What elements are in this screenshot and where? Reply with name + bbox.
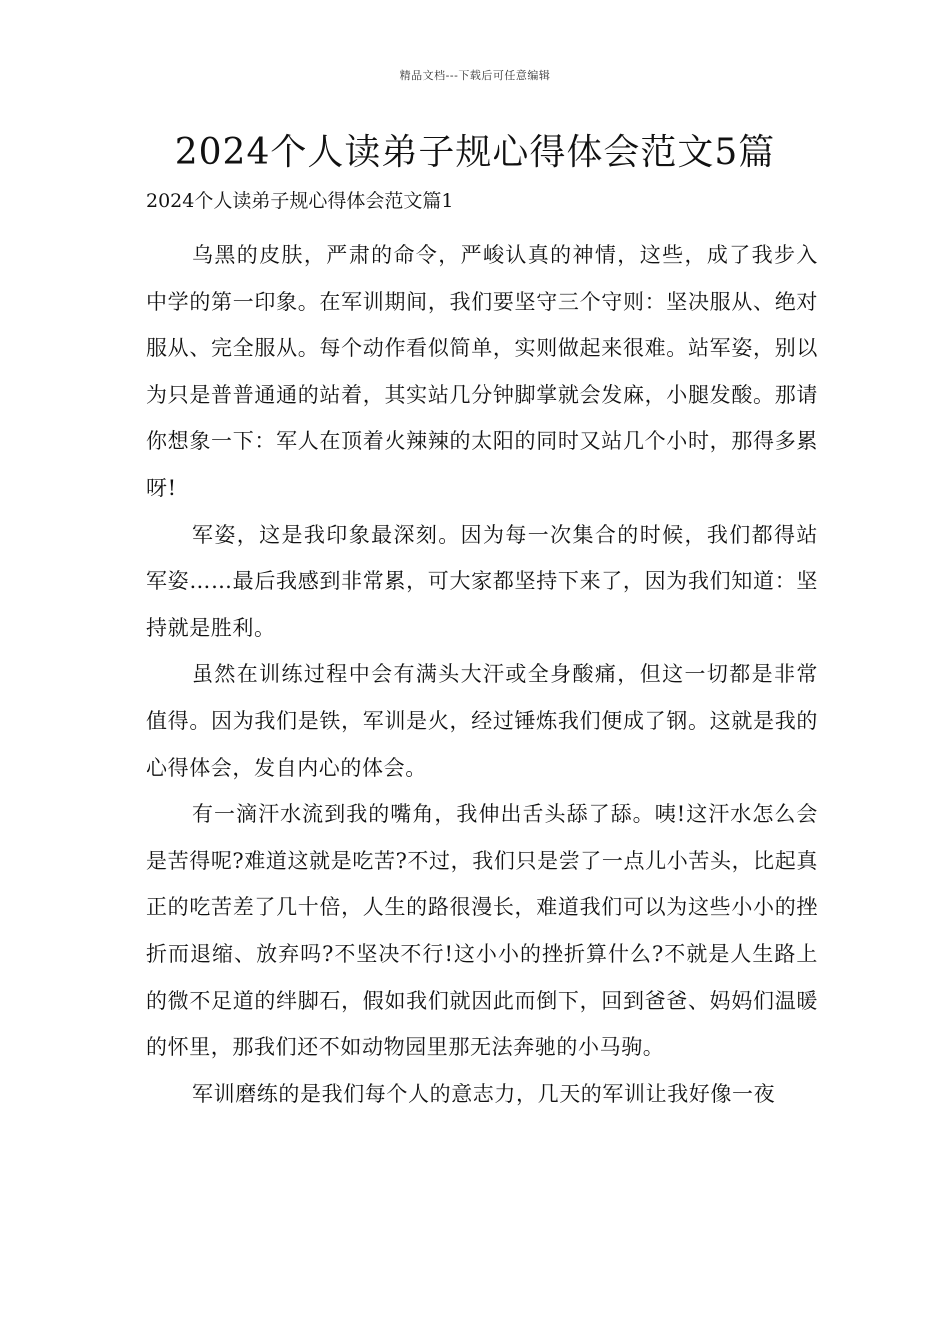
- paragraph: 军姿，这是我印象最深刻。因为每一次集合的时候，我们都得站军姿……最后我感到非常累，可大家都坚持下来了，因为我们知道：坚持就是胜利。: [146, 522, 818, 640]
- paragraph: 军训磨练的是我们每个人的意志力，几天的军训让我好像一夜: [192, 1081, 776, 1106]
- document-title: 2024个人读弟子规心得体会范文5篇: [174, 132, 776, 173]
- paragraph: 有一滴汗水流到我的嘴角，我伸出舌头舔了舔。咦!这汗水怎么会是苦得呢?难道这就是吃苦?不过，我们只是尝了一点儿小苦头，比起真正的吃苦差了几十倍，人生的路很漫长，难道我们可以为这些小小的挫折而退缩、放弃吗?不坚决不行!这小小的挫折算什么?不就是人生路上的微不足道的绊脚石，假如我们就因此而倒下，回到爸爸、妈妈们温暖的怀里，那我们还不如动物园里那无法奔驰的小马驹。: [146, 802, 818, 1060]
- body-text: [146, 232, 818, 1117]
- paragraph: 虽然在训练过程中会有满头大汗或全身酸痛，但这一切都是非常值得。因为我们是铁，军训是火，经过锤炼我们便成了钢。这就是我的心得体会，发自内心的体会。: [146, 662, 818, 780]
- paragraph: 乌黑的皮肤，严肃的命令，严峻认真的神情，这些，成了我步入中学的第一印象。在军训期间，我们要坚守三个守则：坚决服从、绝对服从、完全服从。每个动作看似简单，实则做起来很难。站军姿，别以为只是普普通通的站着，其实站几分钟脚掌就会发麻，小腿发酸。那请你想象一下：军人在顶着火辣辣的太阳的同时又站几个小时，那得多累呀!: [146, 243, 818, 500]
- section-heading: 2024个人读弟子规心得体会范文篇1: [146, 190, 454, 212]
- header-note: 精品文档---下载后可任意编辑: [399, 69, 551, 82]
